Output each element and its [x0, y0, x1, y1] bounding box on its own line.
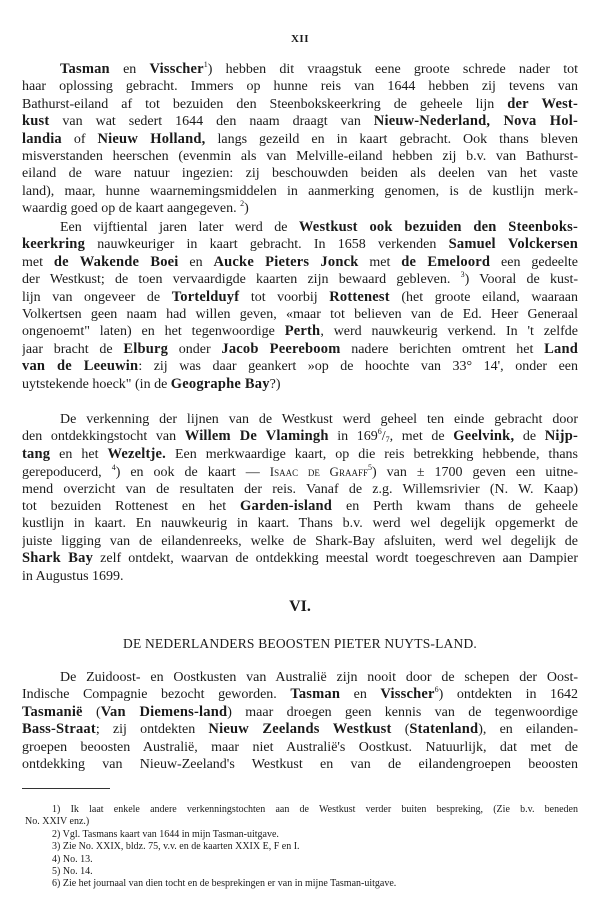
- bold-name: Visscher: [149, 61, 204, 77]
- small-caps-name: Isaac de Graaff: [269, 464, 368, 480]
- bold-name: Garden-island: [240, 497, 333, 514]
- text-run: van wat sedert 1644 den naam draagt van: [49, 114, 374, 130]
- bold-name: Visscher: [380, 686, 435, 703]
- text-run: de: [514, 429, 545, 445]
- text-run: in 169: [328, 429, 378, 445]
- text-line: [22, 739, 578, 756]
- text-run: Bathurst-eiland af tot bezuiden den Steenbokskeerkring de geheele lijn: [22, 96, 508, 112]
- text-line: [22, 533, 578, 550]
- bold-name: de Emeloord: [401, 253, 491, 270]
- text-run: ontdekking van Nieuw-Zeeland's Westkust en van de eilandengroepen beoosten: [22, 756, 578, 772]
- footnote-text: Zie No. XXIX, bldz. 75, v.v. en de kaarten XXIX E, F en I.: [62, 841, 300, 853]
- footnote-line: [25, 804, 578, 816]
- text-run: of: [61, 131, 98, 147]
- text-run: groepen beoosten Australië, maar niet Australië's Oostkust. Natuurlijk, dat met de: [22, 739, 578, 755]
- text-line: [22, 358, 578, 375]
- text-run: ) Vooral de kust-: [464, 272, 578, 288]
- text-run: ) hebben dit vraagstuk eene groote schrede nader tot: [207, 62, 578, 77]
- footnote-line: [25, 878, 578, 890]
- text-line: [22, 61, 578, 78]
- footnote-number: 1): [52, 804, 61, 815]
- text-run: langs gezeild en in kaart gebracht. Ook thans bleven: [205, 131, 578, 147]
- bold-name: Nieuw-Nederland, Nova Hol-: [373, 113, 578, 130]
- text-run: (: [391, 722, 410, 738]
- text-run: De verkenning der lijnen van de Westkust werd geheel ten einde gebracht door: [60, 412, 578, 427]
- text-line: [22, 96, 578, 113]
- text-run: ?): [269, 376, 281, 392]
- bold-name: Shark Bay: [22, 550, 94, 567]
- bold-name: Samuel Volckersen: [448, 236, 578, 253]
- text-line: [22, 323, 578, 340]
- bold-name: Rottenest: [329, 288, 390, 305]
- text-run: tot voorbij: [239, 289, 330, 305]
- text-run: onder: [168, 341, 222, 357]
- page-number: XII: [290, 33, 309, 45]
- footnote-text: No. 13.: [62, 853, 93, 865]
- text-line: [22, 131, 578, 148]
- footnote-line: [25, 866, 578, 878]
- text-run: en het: [50, 446, 108, 462]
- footnote-divider: [22, 788, 110, 789]
- text-run: , werd nauwkeurig verkend. In 't zelfde: [320, 324, 578, 340]
- bold-name: Tasmanië: [22, 703, 83, 720]
- text-run: (: [82, 704, 101, 720]
- text-run: en Perth kwam thans de geheele: [332, 498, 578, 514]
- footnote-number: 6): [52, 878, 61, 890]
- text-line: [22, 498, 578, 515]
- bold-name: Geographe Bay: [170, 375, 270, 392]
- footnotes: [25, 804, 578, 891]
- text-run: en: [178, 254, 214, 270]
- text-line: [22, 669, 578, 686]
- footnote-text: No. 14.: [62, 865, 93, 877]
- paragraph-zuidoost-oostkusten: [22, 669, 578, 773]
- text-line: [22, 271, 578, 288]
- text-run: nadere berichten omtrent het: [340, 341, 545, 357]
- text-run: ): [244, 201, 249, 217]
- bold-name: kust: [22, 113, 50, 130]
- footnote-ref: 7: [385, 435, 390, 445]
- bold-name: keerkring: [22, 236, 86, 253]
- bold-name: tang: [22, 445, 51, 462]
- text-run: misverstanden heerschen (evenmin als van Melville-eiland hebben zij b.v. van Bathurst-: [22, 148, 578, 164]
- text-run: lijn van ongeveer de: [22, 289, 172, 305]
- bold-name: Bass-Straat: [22, 721, 96, 738]
- text-run: land), maar, hunne waarnemingsmiddelen in aanmerking genomen, is de kustlijn merk-: [22, 183, 578, 199]
- bold-name: van de Leeuwin: [22, 358, 139, 375]
- footnote-line: [25, 841, 578, 853]
- text-line: [22, 376, 578, 393]
- footnote-text: Ik laat enkele andere verkenningstochten aan de Westkust verder buiten bespreking, (Zie b.v. beneden: [70, 804, 578, 815]
- bold-name: Perth: [284, 323, 321, 340]
- text-run: : zij was daar geankert »op de hoochte van 33° 14', onder een: [138, 359, 578, 375]
- text-line: [22, 289, 578, 306]
- text-run: in Augustus 1699.: [22, 568, 124, 584]
- text-line: [22, 341, 578, 358]
- footnote-line: [25, 829, 578, 841]
- text-run: der Westkust; de toen vervaardigde kaarten zijn bewaard gebleven.: [22, 272, 461, 288]
- text-line: [22, 721, 578, 738]
- text-line: [22, 411, 578, 428]
- text-run: ) van ± 1700 geven een uitne-: [371, 465, 578, 481]
- text-line: [22, 219, 578, 236]
- text-run: Indische Compagnie bezocht geworden.: [22, 687, 291, 703]
- bold-name: Tasman: [60, 61, 110, 77]
- text-run: met: [358, 254, 402, 270]
- footnote-ref: 6: [434, 686, 439, 695]
- paragraph-verkenning-westkust: [22, 411, 578, 585]
- text-run: mend overzicht van de resultaten der reis. Vanaf de z.g. Willemsrivier (N. W. Kaap): [22, 481, 578, 497]
- text-run: kustlijn in kaart. En nauwkeurig in kaart. Thans b.v. werd wel degelijk opgemerkt de: [22, 516, 578, 532]
- footnote-number: 5): [52, 865, 61, 877]
- text-run: Een merkwaardige kaart, op die reis betrekking hebbende, thans: [166, 446, 578, 462]
- text-run: eiland de ware natuur ingezien: zij beschouwden beiden als deelen van het vaste: [22, 166, 578, 182]
- text-run: tot bezuiden Rottenest en het: [22, 498, 241, 514]
- section-title: DE NEDERLANDERS BEOOSTEN PIETER NUYTS-LAND.: [123, 636, 477, 651]
- footnote-number: 4): [52, 853, 61, 865]
- footnote-text: Vgl. Tasmans kaart van 1644 in mijn Tasman-uitgave.: [62, 828, 279, 840]
- footnote-line: [25, 854, 578, 866]
- text-run: nauwkeuriger in kaart gebracht. In 1658 verkenden: [85, 237, 449, 253]
- bold-name: landia: [22, 130, 62, 147]
- text-run: /: [381, 429, 386, 445]
- text-line: [22, 306, 578, 323]
- footnote-ref: 6: [377, 428, 382, 437]
- bold-name: Tortelduyf: [171, 288, 240, 305]
- bold-name: Westkust ook bezuiden den Steenboks-: [298, 219, 578, 235]
- footnote-ref: 3: [460, 271, 465, 280]
- footnote-number: 3): [52, 841, 61, 853]
- text-run: ongenoemt" laten) en het tegenwoordige: [22, 324, 285, 340]
- bold-name: Nieuw Holland,: [97, 130, 206, 147]
- text-run: (het groote eiland, waaraan: [389, 289, 578, 305]
- text-line: [22, 428, 578, 445]
- text-line: [22, 463, 578, 480]
- bold-name: Statenland: [409, 721, 479, 738]
- text-line: [22, 165, 578, 182]
- bold-name: Van Diemens-land: [100, 703, 228, 720]
- bold-name: Nieuw Zeelands Westkust: [208, 721, 392, 738]
- bold-name: Aucke Pieters Jonck: [213, 253, 359, 270]
- bold-name: Land: [544, 340, 578, 357]
- text-line: [22, 704, 578, 721]
- text-run: Een vijftiental jaren later werd de: [60, 220, 299, 235]
- bold-name: der West-: [507, 95, 578, 112]
- text-run: een gedeelte: [490, 254, 578, 270]
- text-run: ), en eilanden-: [478, 722, 578, 738]
- text-run: ) maar droegen geen kennis van de tegenwoordige: [227, 704, 578, 720]
- text-line: [22, 200, 578, 217]
- text-line: [22, 148, 578, 165]
- text-run: , met de: [389, 429, 454, 445]
- text-run: jaar bracht de: [22, 341, 124, 357]
- bold-name: Jacob Peereboom: [221, 340, 341, 357]
- text-run: met: [22, 254, 54, 270]
- text-line: [22, 254, 578, 271]
- bold-name: Elburg: [123, 340, 169, 357]
- bold-name: Geelvink,: [453, 428, 515, 445]
- bold-name: Tasman: [290, 686, 341, 703]
- text-line: [22, 446, 578, 463]
- footnote-ref: 1: [203, 61, 208, 69]
- text-run: den ontdekkingstocht van: [22, 429, 185, 445]
- text-run: De Zuidoost- en Oostkusten van Australië zijn nooit door de schepen der Oost-: [60, 670, 578, 685]
- text-run: en: [340, 687, 381, 703]
- footnote-text: Zie het journaal van dien tocht en de besprekingen er van in mijne Tasman-uitgave.: [62, 878, 397, 890]
- paragraph-tasman-visscher: [22, 61, 578, 218]
- text-run: uytstekende hoeck" (in de: [22, 376, 171, 392]
- footnote-ref: 5: [367, 463, 372, 473]
- text-line: [22, 756, 578, 773]
- text-line: [22, 113, 578, 130]
- bold-name: Willem De Vlamingh: [184, 428, 329, 445]
- footnote-text: No. XXIV enz.): [25, 816, 90, 828]
- text-line: [22, 236, 578, 253]
- bold-name: de Wakende Boei: [53, 253, 179, 270]
- text-run: juiste ligging van de eilandenreeks, welke de Shark-Bay afsluiten, werd wel degelijk de: [22, 533, 578, 549]
- text-run: haar oplossing gebracht. Immers op hunne reis van 1644 hebben zij tevens van: [22, 79, 578, 95]
- text-run: Volkertsen geen naam had willen geven, «maar tot believen van de Ed. Heer Generaal: [22, 306, 578, 322]
- text-run: ) en ook de kaart —: [115, 465, 270, 481]
- text-run: ; zij ontdekten: [95, 722, 209, 738]
- text-run: waardig goed op de kaart aangegeven.: [22, 201, 241, 217]
- footnote-number: 2): [52, 828, 61, 840]
- text-line: [22, 515, 578, 532]
- footnote-ref: 4: [111, 463, 116, 473]
- text-run: en: [109, 62, 150, 77]
- text-line: [22, 183, 578, 200]
- bold-name: Nijp-: [544, 428, 578, 445]
- paragraph-vijftiental-jaren: [22, 219, 578, 393]
- bold-name: Wezeltje.: [107, 445, 167, 462]
- text-line: [22, 78, 578, 95]
- text-run: zelf ontdekt, waarvan de ontdekking meestal wordt toegeschreven aan Dampier: [93, 551, 578, 567]
- section-number: VI.: [289, 598, 311, 615]
- text-run: ) ontdekten in 1642: [438, 687, 578, 703]
- text-run: gerepoducerd,: [22, 465, 112, 481]
- text-line: [22, 481, 578, 498]
- text-line: [22, 686, 578, 703]
- footnote-line: [25, 816, 578, 828]
- text-line: [22, 568, 578, 585]
- text-line: [22, 550, 578, 567]
- footnote-ref: 2: [240, 200, 245, 209]
